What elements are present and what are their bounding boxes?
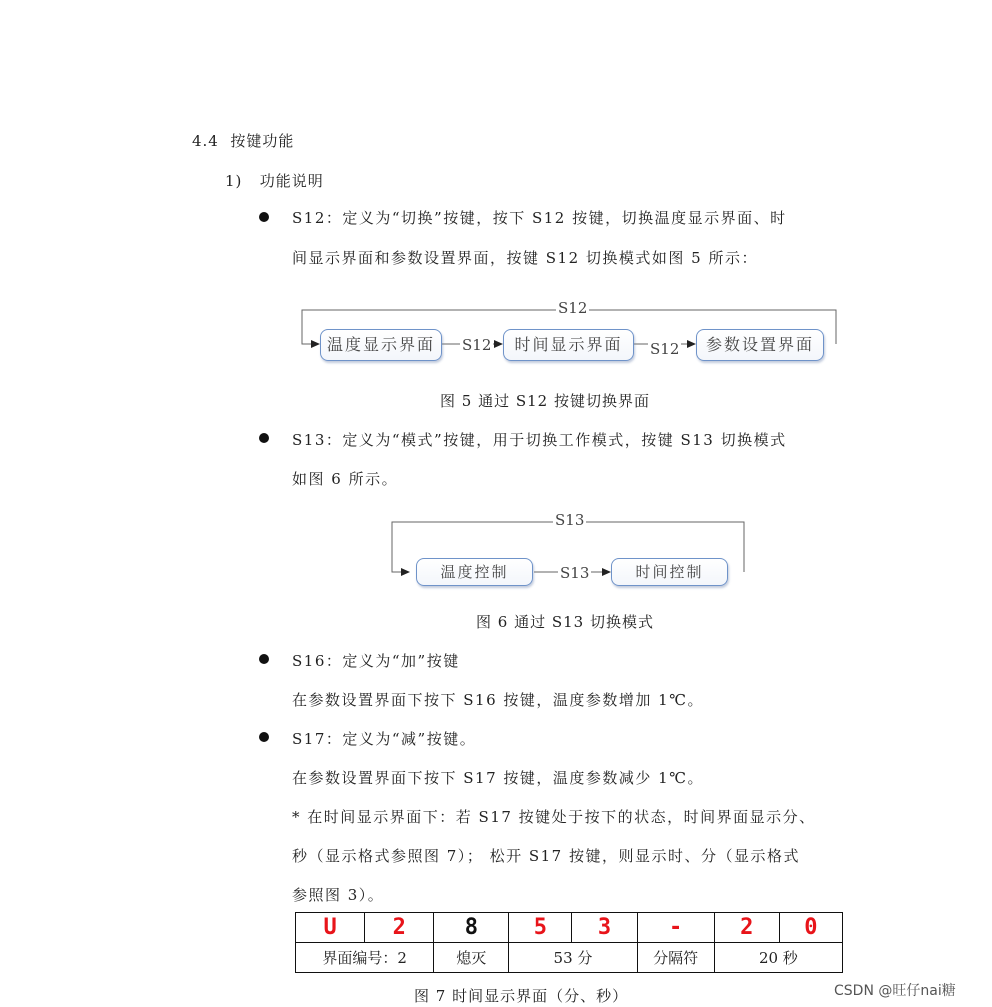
digit-interface-number: 2 xyxy=(392,915,406,940)
s12-line1: S12：定义为“切换”按键，按下 S12 按键，切换温度显示界面、时 xyxy=(292,209,787,227)
digit-cell xyxy=(296,913,365,943)
fig6-loop-label: S13 xyxy=(555,511,585,529)
digit-u: U xyxy=(323,915,337,940)
csdn-watermark: CSDN @旺仔nai糖 xyxy=(834,983,956,999)
digit-separator: - xyxy=(669,915,683,940)
bullet-s12 xyxy=(259,212,269,222)
fig7-digit-row xyxy=(296,913,843,943)
s13-line1: S13：定义为“模式”按键，用于切换工作模式，按键 S13 切换模式 xyxy=(292,431,787,449)
digit-second-ones: 0 xyxy=(804,915,818,940)
fig7-caption: 图 7 时间显示界面（分、秒） xyxy=(414,987,629,1005)
fig6-node-temperature-control: 温度控制 xyxy=(416,558,533,586)
digit-cell xyxy=(714,913,779,943)
s12-line2: 间显示界面和参数设置界面，按键 S12 切换模式如图 5 所示： xyxy=(292,249,758,267)
section-title: 按键功能 xyxy=(230,132,295,150)
label-seconds: 20 秒 xyxy=(714,943,842,973)
fig5-node-params: 参数设置界面 xyxy=(696,329,824,361)
fig6-node-time-control: 时间控制 xyxy=(611,558,728,586)
section-number: 4.4 xyxy=(192,132,219,150)
fig5-node-temperature: 温度显示界面 xyxy=(320,329,442,361)
digit-cell xyxy=(637,913,714,943)
s17-title: S17：定义为“减”按键。 xyxy=(292,730,477,748)
bullet-s17 xyxy=(259,732,269,742)
label-minutes: 53 分 xyxy=(509,943,637,973)
digit-second-tens: 2 xyxy=(740,915,754,940)
fig6-caption: 图 6 通过 S13 切换模式 xyxy=(476,613,654,631)
s17-desc: 在参数设置界面下按下 S17 按键，温度参数减少 1℃。 xyxy=(292,769,704,787)
bullet-s16 xyxy=(259,654,269,664)
digit-cell xyxy=(365,913,434,943)
fig6-edge-label: S13 xyxy=(560,564,590,582)
s17-note-line2: 秒（显示格式参照图 7）； 松开 S17 按键，则显示时、分（显示格式 xyxy=(292,847,800,865)
digit-minute-tens: 5 xyxy=(533,915,548,940)
s16-title: S16：定义为“加”按键 xyxy=(292,652,460,670)
fig7-display-table xyxy=(295,912,843,973)
s16-desc: 在参数设置界面下按下 S16 按键，温度参数增加 1℃。 xyxy=(292,691,704,709)
label-off: 熄灭 xyxy=(434,943,509,973)
digit-cell xyxy=(434,913,509,943)
fig5-edge-label-2: S12 xyxy=(650,340,680,358)
label-interface-number: 界面编号：2 xyxy=(296,943,434,973)
fig5-caption: 图 5 通过 S12 按键切换界面 xyxy=(440,392,650,410)
subsection-heading xyxy=(225,170,324,191)
subsection-number: 1) xyxy=(225,172,243,190)
digit-off: 8 xyxy=(464,915,478,940)
s13-line2: 如图 6 所示。 xyxy=(292,470,399,488)
fig5-loop-label: S12 xyxy=(558,299,588,317)
digit-cell xyxy=(779,913,842,943)
fig5-node-time: 时间显示界面 xyxy=(503,329,634,361)
s17-note-line3: 参照图 3）。 xyxy=(292,886,385,904)
digit-cell xyxy=(509,913,572,943)
digit-minute-ones: 3 xyxy=(597,915,612,940)
subsection-title: 功能说明 xyxy=(259,172,324,190)
bullet-s13 xyxy=(259,433,269,443)
label-separator: 分隔符 xyxy=(637,943,714,973)
digit-cell xyxy=(572,913,637,943)
fig5-edge-label-1: S12 xyxy=(462,336,492,354)
fig7-label-row xyxy=(296,943,843,973)
section-heading xyxy=(192,130,294,151)
s17-note-line1: * 在时间显示界面下：若 S17 按键处于按下的状态，时间界面显示分、 xyxy=(292,808,816,826)
